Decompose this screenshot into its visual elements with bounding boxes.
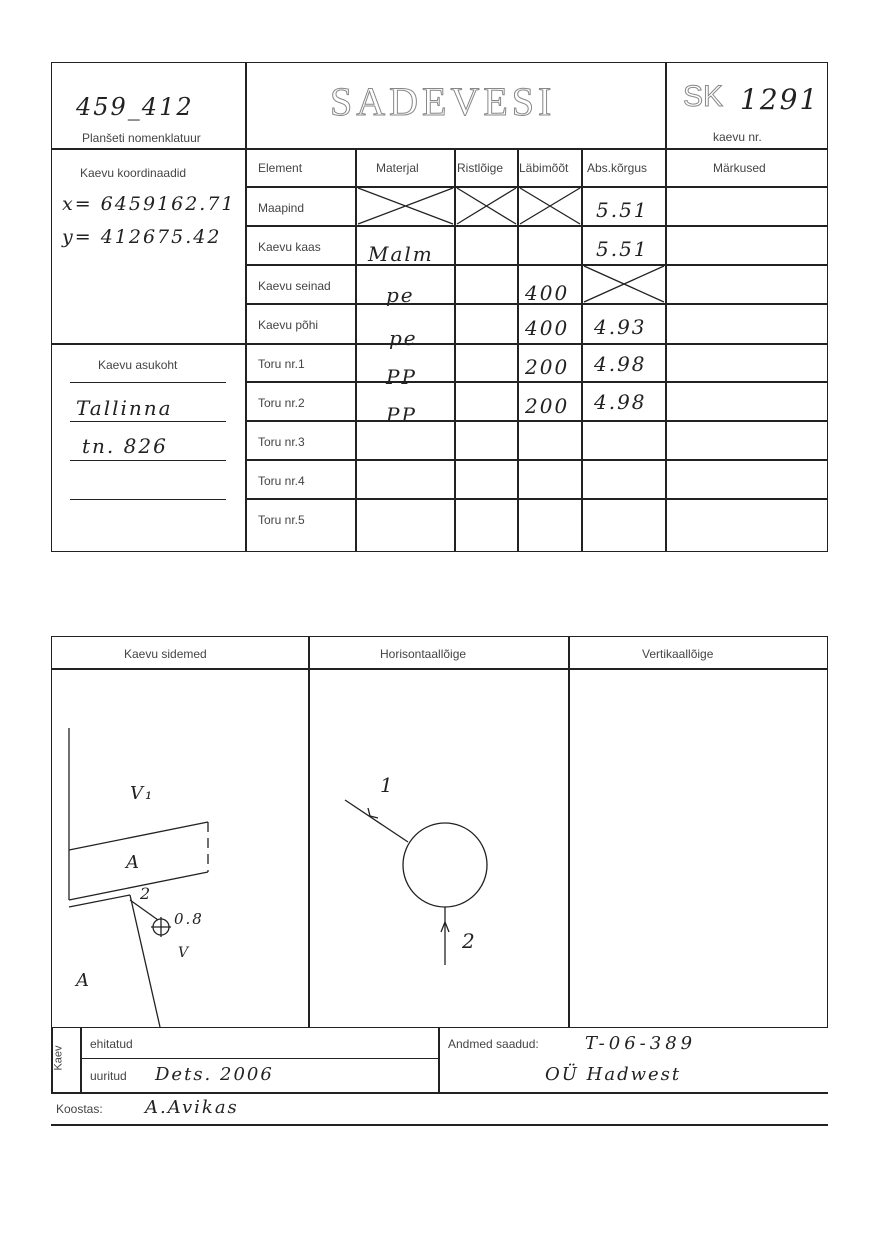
sketch-col1-label: Kaevu sidemed <box>124 647 207 661</box>
table-cell-height: 4.98 <box>594 352 647 376</box>
table-row-element: Kaevu põhi <box>258 318 319 332</box>
table-row-element: Toru nr.2 <box>258 396 305 410</box>
col-header-cross: Ristlõige <box>457 161 504 175</box>
company-name: OÜ Hadwest <box>545 1064 682 1085</box>
table-cell-diameter: 200 <box>525 394 570 418</box>
table-row-element: Toru nr.1 <box>258 357 305 371</box>
col-header-diameter: Läbimõõt <box>519 161 569 175</box>
sketch-label-a-top: A <box>126 852 141 873</box>
table-row-element: Toru nr.5 <box>258 513 305 527</box>
plan-nomenclature-label: Planšeti nomenklatuur <box>82 131 201 145</box>
col-header-element: Element <box>258 161 303 175</box>
table-cell-material: Malm <box>368 242 434 266</box>
table-cell-height: 4.98 <box>594 390 647 414</box>
rajatud-label: ehitatud <box>90 1037 133 1051</box>
sketch-label-v: V <box>178 945 191 961</box>
uuritud-value: Dets. 2006 <box>155 1064 274 1085</box>
table-cell-diameter: 400 <box>525 281 570 305</box>
table-cell-diameter: 200 <box>525 355 570 379</box>
table-row-element: Maapind <box>258 201 305 215</box>
table-row-element: Toru nr.3 <box>258 435 305 449</box>
location-line1: Tallinna <box>76 396 173 420</box>
table-row-element: Kaevu seinad <box>258 279 331 293</box>
table-cell-material: PP <box>386 403 417 427</box>
location-label: Kaevu asukoht <box>98 358 178 372</box>
uuritud-label: uuritud <box>90 1069 127 1083</box>
koostas-value: A.Avikas <box>145 1097 239 1118</box>
coordinates-label: Kaevu koordinaadid <box>80 166 187 180</box>
table-cell-material: PP <box>386 365 417 389</box>
coordinate-x: x= 6459162.71 <box>62 193 236 215</box>
sketch-label-d08: 0.8 <box>174 910 204 928</box>
table-cell-material: pe <box>386 283 415 307</box>
location-line2: tn. 826 <box>82 434 168 458</box>
page-title: SADEVESI <box>330 79 556 124</box>
col-header-material: Materjal <box>376 161 419 175</box>
koostas-label: Koostas: <box>56 1102 103 1116</box>
pipe-label-2: 2 <box>462 929 477 953</box>
pipe-label-1: 1 <box>380 773 395 797</box>
andmed-label: Andmed saadud: <box>448 1037 539 1051</box>
col-header-height: Abs.kõrgus <box>587 161 648 175</box>
col-header-notes: Märkused <box>713 161 766 175</box>
table-cell-height: 4.93 <box>594 315 647 339</box>
well-number-label: kaevu nr. <box>713 130 762 144</box>
kaev-label: Kaev <box>52 1045 65 1071</box>
sketch-label-n2: 2 <box>140 884 153 903</box>
sketch-col3-label: Vertikaallõige <box>642 647 714 661</box>
plan-nomenclature-value: 459_412 <box>76 93 194 121</box>
coordinate-y: y= 412675.42 <box>62 226 222 248</box>
well-number-prefix: SK <box>683 80 724 113</box>
table-cell-diameter: 400 <box>525 316 570 340</box>
well-number-value: 1291 <box>740 83 820 116</box>
table-cell-height: 5.51 <box>596 198 649 222</box>
table-cell-height: 5.51 <box>596 237 649 261</box>
sketch-label-a-bottom: A <box>76 970 91 991</box>
sketch-label-v1: V₁ <box>130 783 155 804</box>
table-row-element: Toru nr.4 <box>258 474 305 488</box>
sketch-col2-label: Horisontaallõige <box>380 647 467 661</box>
andmed-value: T-06-389 <box>585 1033 697 1054</box>
table-row-element: Kaevu kaas <box>258 240 321 254</box>
table-cell-material: pe <box>389 326 418 350</box>
